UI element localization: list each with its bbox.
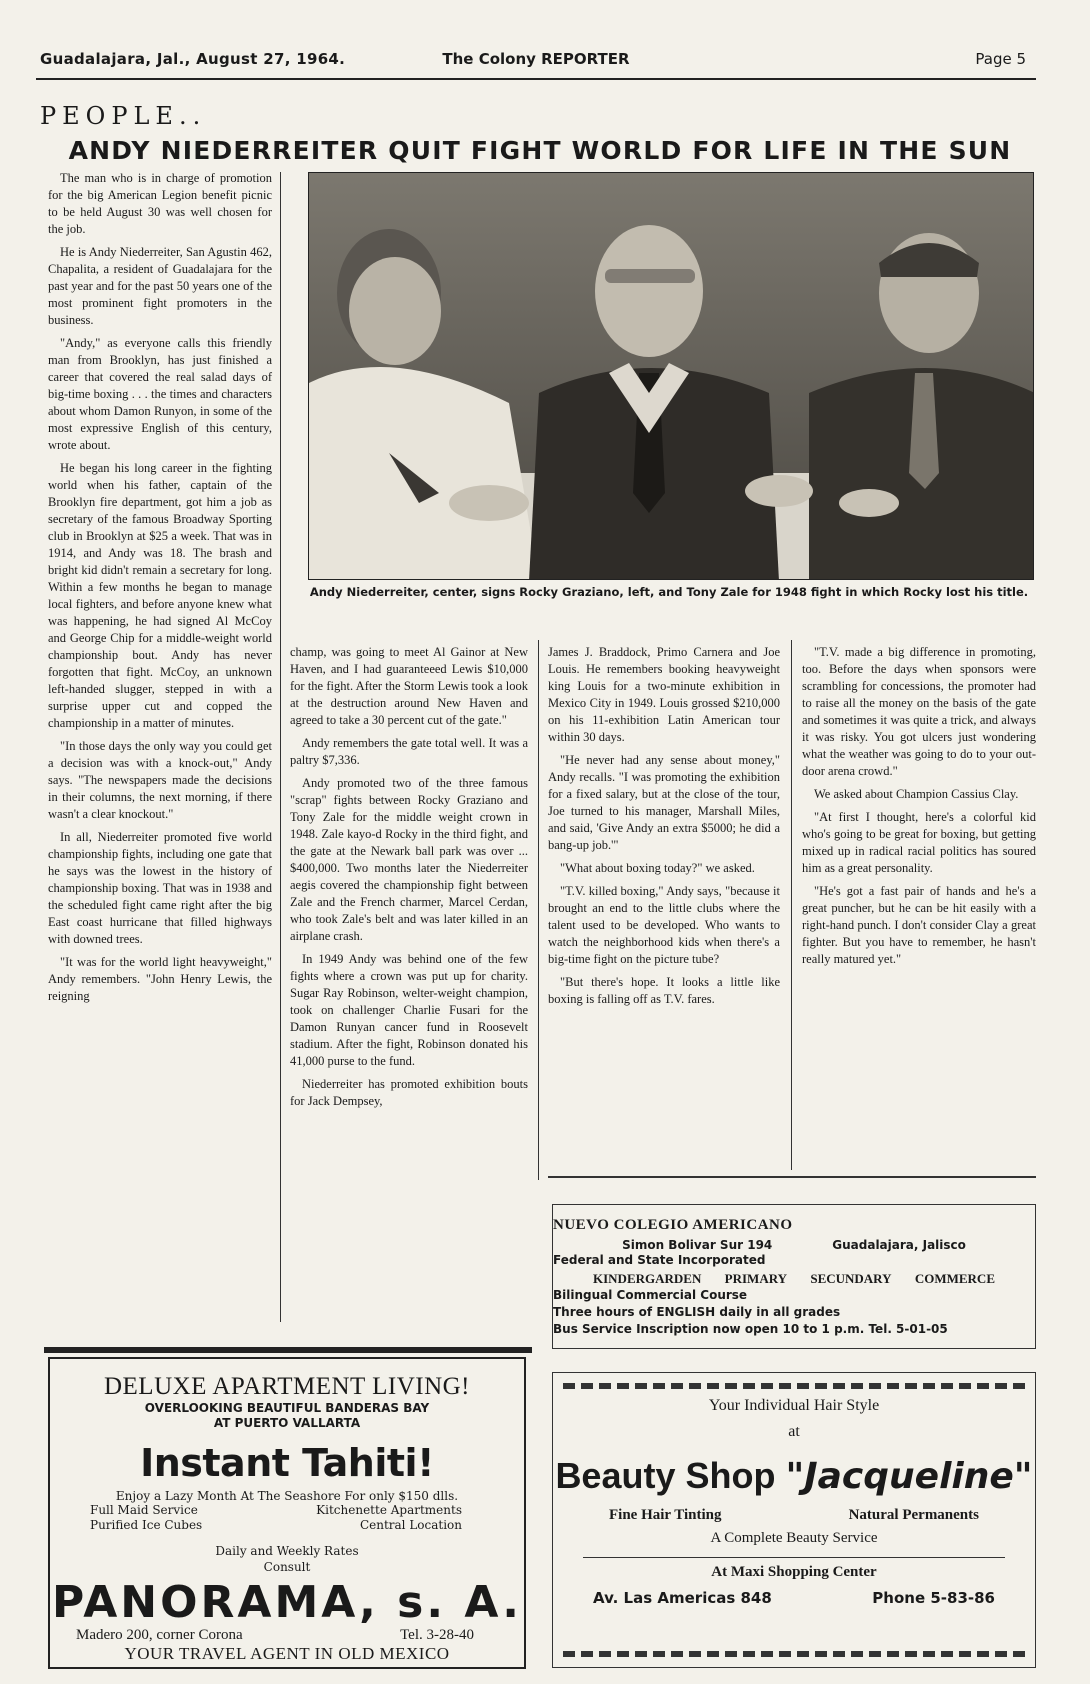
ad-at: at (788, 1423, 800, 1440)
paragraph: "T.V. killed boxing," Andy says, "because it brought an end to the little clubs where the talent used to be developed. Who wants to watch the neighborhood kids when there's a big-time fight on the picture tube? (548, 884, 780, 966)
photo-caption: Andy Niederreiter, center, signs Rocky Graziano, left, and Tony Zale for 1948 fight in which Rocky lost his title. (309, 585, 1029, 599)
shop-type: Beauty Shop (555, 1455, 776, 1496)
service-item: Fine Hair Tinting (609, 1507, 722, 1523)
school-levels (553, 1271, 1035, 1287)
paragraph: "What about boxing today?" we asked. (560, 861, 755, 875)
paragraph: "At first I thought, here's a colorful kid who's going to be great for boxing, but getting mixed up in radical racial politics has soured him as a great personality. (802, 810, 1036, 875)
ad-features (50, 1518, 524, 1533)
school-street: Simon Bolivar Sur 194 (622, 1238, 773, 1252)
ad-headline: Your Individual Hair Style (708, 1397, 880, 1414)
paragraph: In 1949 Andy was behind one of the few fights where a crown was put up for charity. Sugar Ray Robinson, welter-weight champion, took on challenger Charlie Fusari for the Damon Runyan cancer fund in Roosevelt stadium. After the fight, Robinson donated his 41,000 purse to the fund. (290, 952, 528, 1068)
school-incorporation: Federal and State Incorporated (553, 1253, 766, 1267)
service-summary: A Complete Beauty Service (710, 1530, 878, 1546)
column-rule (791, 640, 792, 1170)
paragraph: The man who is in charge of promotion for the big American Legion benefit picnic to be held August 30 was well chosen for the job. (48, 171, 272, 236)
paragraph: He is Andy Niederreiter, San Agustin 462, Chapalita, a resident of Guadalajara for the past year and for the past 50 years one of the most prominent fight promoters in the business. (48, 245, 272, 327)
ad-subhead: AT PUERTO VALLARTA (213, 1416, 361, 1430)
paragraph: "But there's hope. It looks a little like boxing is falling off as T.V. fares. (548, 975, 780, 1006)
column-end-rule (548, 1176, 1036, 1178)
ad-company-name: PANORAMA, s. A. (52, 1577, 522, 1628)
dateline: Guadalajara, Jal., August 27, 1964. (40, 50, 346, 68)
shop-phone: Phone 5-83-86 (872, 1589, 995, 1607)
beauty-shop-advertisement (552, 1372, 1036, 1668)
newspaper-name: The Colony REPORTER (442, 50, 630, 68)
ad-offer: Enjoy a Lazy Month At The Seashore For only $150 dlls. (115, 1489, 459, 1503)
paragraph: James J. Braddock, Primo Carnera and Joe Louis. He remembers booking heavyweight king Louis for a two-minute exhibition in Mexico City in 1949. Louis grossed $210,000 on his 11-exhibition Latin American tour within 30 days. (548, 645, 780, 744)
paragraph: "In those days the only way you could get a decision was with a knock-out," Andy says. "The newspapers made the decisions in their columns, the next morning, if there wasn't a clear knockout." (48, 739, 272, 821)
ad-slogan: YOUR TRAVEL AGENT IN OLD MEXICO (124, 1644, 450, 1663)
ad-tagline: Instant Tahiti! (140, 1441, 434, 1485)
ad-address-row (50, 1627, 524, 1644)
ad-subhead: OVERLOOKING BEAUTIFUL BANDERAS BAY (144, 1401, 430, 1415)
column-rule (280, 172, 281, 1322)
paragraph: "Andy," as everyone calls this friendly man from Brooklyn, has just finished a career that covered the real salad days of big-time boxing . . . the times and characters about whom Damon Runyon, in some of the most expressive English of this century, wrote about. (48, 336, 272, 452)
section-title: PEOPLE.. (40, 102, 207, 130)
school-bus: Bus Service Inscription now open 10 to 1 p.m. Tel. 5-01-05 (553, 1322, 948, 1336)
shop-location: At Maxi Shopping Center (583, 1557, 1005, 1581)
article-column-1 (48, 170, 272, 1320)
paragraph: He began his long career in the fighting world when his father, captain of the Brooklyn fire department, got him a job as secretary of the famous Broadway Sporting club in Brooklyn at $25 a week. That was in 1914, and Andy was 18. The brash and bright kid didn't remain a secretary for long. Within a few months he began to manage local fighters, and before anyone knew what was happening, he had signed Al McCoy and George Chip for a middle-weight world championship bout. Andy has never forgotten that fight. McCoy, an unknown left-handed slugger, stepped in with a surprise upper cut and copped the championship in a matter of minutes. (48, 461, 272, 730)
service-item: Natural Permanents (848, 1507, 979, 1523)
news-photo (308, 172, 1034, 580)
ad-rates: Daily and Weekly Rates (215, 1544, 359, 1558)
ad-headline: DELUXE APARTMENT LIVING! (103, 1373, 471, 1400)
running-head (36, 46, 1036, 80)
paragraph: "T.V. made a big difference in promoting, too. Before the days when sponsors were scrambling for concessions, the promoter had to raise all the money on the basis of the gate and sometimes it was quite a trick, and always it was risky. You got ulcers just wondering what the weather was going to do to your out-door arena crowd." (802, 645, 1036, 778)
paragraph: "He never had any sense about money," Andy recalls. "I was promoting the exhibition for a fixed salary, but at the close of the tour, Joe turned to his manager, Marshall Miles, and said, 'Give Andy an extra $5000; he did a bang-up job.'" (548, 753, 780, 852)
school-english: Three hours of ENGLISH daily in all grades (553, 1305, 841, 1319)
ad-consult: Consult (263, 1560, 311, 1574)
feature-item: Kitchenette Apartments (316, 1503, 462, 1517)
page-number: Page 5 (975, 50, 1026, 68)
ad-top-rule (44, 1347, 532, 1353)
paragraph: "He's got a fast pair of hands and he's a great puncher, but he can be hit easily with a right-hand punch. I don't consider Clay a great fighter. But you have to remember, he hasn't really matured yet." (802, 884, 1036, 966)
ad-border-frame (563, 1383, 1025, 1657)
school-course: Bilingual Commercial Course (553, 1288, 748, 1302)
paragraph: Niederreiter has promoted exhibition bouts for Jack Dempsey, (290, 1077, 528, 1108)
article-column-4 (802, 644, 1036, 1164)
paragraph: "It was for the world light heavyweight," Andy remembers. "John Henry Lewis, the reigning (48, 955, 272, 1003)
article-column-3 (548, 644, 780, 1164)
level-item: KINDERGARDEN (593, 1271, 702, 1286)
column-rule (538, 640, 539, 1180)
paragraph: Andy promoted two of the three famous "scrap" fights between Rocky Graziano and Tony Zale for the middle weight crown in 1948. Zale kayo-d Rocky in the third fight, and the gate at the Newark ball park was over ... $400,000. Two months later the Niederreiter aegis covered the championship fight between Zale and the French charmer, Marcel Cerdan, who took Zale's belt and was later killed in an airplane crash. (290, 776, 528, 943)
ad-telephone: Tel. 3-28-40 (400, 1627, 474, 1643)
school-address (553, 1238, 1035, 1252)
level-item: PRIMARY (724, 1271, 788, 1286)
level-item: SECUNDARY (810, 1271, 892, 1286)
paragraph: In all, Niederreiter promoted five world championship fights, including one gate that he says was the lowest in the history of championship boxing. That was in 1938 and the scheduled fight came right after the big East coast hurricane that filled highways with downed trees. (48, 830, 272, 946)
article-column-2 (290, 644, 528, 1314)
feature-item: Full Maid Service (90, 1503, 198, 1517)
feature-item: Central Location (359, 1518, 462, 1532)
colegio-advertisement (552, 1204, 1036, 1349)
ad-features (50, 1503, 524, 1518)
paragraph: We asked about Champion Cassius Clay. (814, 787, 1019, 801)
photo-illustration (309, 173, 1034, 580)
shop-brand: "Jacqueline" (785, 1456, 1033, 1497)
paragraph: champ, was going to meet Al Gainor at New Haven, and I had guaranteeed Lewis $10,000 for the fight. After the Storm Lewis took a look at the destruction around New Haven and agreed to take a 30 percent cut of the gate." (290, 645, 528, 727)
paragraph: Andy remembers the gate total well. It was a paltry $7,336. (290, 736, 528, 767)
ad-address: Madero 200, corner Corona (76, 1627, 243, 1643)
shop-address: Av. Las Americas 848 (593, 1589, 772, 1607)
article-headline: ANDY NIEDERREITER QUIT FIGHT WORLD FOR LIFE IN THE SUN (68, 136, 1012, 165)
school-name: NUEVO COLEGIO AMERICANO (553, 1217, 793, 1233)
school-city: Guadalajara, Jalisco (832, 1238, 966, 1252)
level-item: COMMERCE (914, 1271, 995, 1286)
panorama-advertisement (48, 1357, 526, 1669)
feature-item: Purified Ice Cubes (90, 1518, 203, 1532)
